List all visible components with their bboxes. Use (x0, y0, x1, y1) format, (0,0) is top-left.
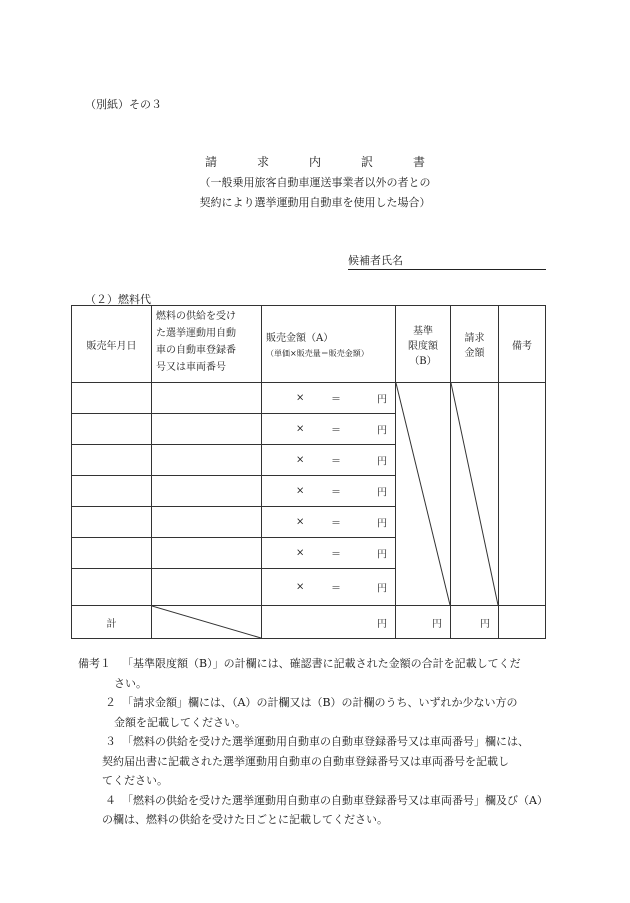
header-claim-line: 請求 (464, 333, 485, 344)
total-claim-amount-cell[interactable] (451, 606, 499, 639)
claim-amount-merged-cell (451, 383, 499, 606)
yen-unit: 円 (377, 487, 387, 499)
header-limit-line: （B） (409, 355, 437, 367)
total-vehicle-cell-struck (152, 606, 262, 639)
sale-date-cell[interactable] (72, 538, 152, 569)
vehicle-number-cell[interactable] (152, 414, 262, 445)
subtitle-line-1: （一般乗用旅客自動車運送事業者以外の者との (199, 176, 431, 189)
equals-sign: ＝ (331, 518, 341, 530)
header-sale-date: 販売年月日 (72, 306, 152, 383)
equals-sign: ＝ (331, 549, 341, 561)
sale-amount-cell[interactable] (262, 507, 396, 538)
note-text: 「請求金額」欄には、（A）の計欄又は（B）の計欄のうち、いずれか少ない方の (122, 696, 518, 709)
multiply-sign: × (296, 581, 305, 593)
header-vehicle-number-line: 燃料の供給を受け (156, 311, 236, 322)
sale-date-cell[interactable] (72, 507, 152, 538)
yen-unit: 円 (377, 394, 387, 406)
document-title (0, 153, 630, 170)
remarks-merged-cell[interactable] (499, 383, 546, 606)
multiply-sign: × (296, 423, 305, 435)
header-remarks: 備考 (499, 306, 546, 383)
multiply-sign: × (296, 392, 305, 404)
attachment-label: （別紙）その３ (85, 98, 162, 111)
yen-unit: 円 (377, 518, 387, 530)
multiply-sign: × (296, 485, 305, 497)
header-claim-amount (451, 306, 499, 383)
total-remarks-cell[interactable] (499, 606, 546, 639)
table-row (72, 383, 546, 414)
note-text: の欄は、燃料の供給を受けた日ごとに記載してください。 (102, 813, 388, 826)
header-limit-line: 限度額 (408, 340, 438, 352)
header-limit-amount (396, 306, 451, 383)
equals-sign: ＝ (331, 425, 341, 437)
diagonal-strike (152, 606, 261, 638)
multiply-sign: × (296, 454, 305, 466)
title-char: 訳 (361, 155, 374, 169)
remarks-notes (78, 654, 568, 830)
note-text: てください。 (102, 774, 168, 787)
equals-sign: ＝ (331, 583, 341, 595)
note-item (78, 732, 568, 791)
note-number: ４ (105, 793, 116, 807)
total-row (72, 606, 546, 639)
sale-amount-cell[interactable] (262, 383, 396, 414)
note-text: 契約届出書に記載された選挙運動用自動車の自動車登録番号又は車両番号を記載し (102, 754, 509, 768)
header-limit-line: 基準 (413, 325, 433, 337)
sale-amount-cell[interactable] (262, 476, 396, 507)
equals-sign: ＝ (331, 456, 341, 468)
title-char: 書 (413, 155, 426, 169)
yen-unit: 円 (377, 456, 387, 468)
header-vehicle-number-line: 号又は車両番号 (156, 362, 226, 373)
yen-unit: 円 (432, 618, 442, 630)
table-header-row (72, 306, 546, 383)
total-limit-amount-cell[interactable] (396, 606, 451, 639)
candidate-name-field[interactable] (348, 252, 546, 270)
title-char: 内 (308, 155, 321, 169)
fuel-cost-table (71, 305, 546, 639)
note-text: 金額を記載してください。 (114, 715, 246, 729)
header-sale-amount-label: 販売金額（A） (266, 333, 334, 344)
yen-unit: 円 (377, 618, 387, 630)
yen-unit: 円 (377, 583, 387, 595)
note-number: 備考１ (78, 657, 111, 670)
limit-amount-merged-cell (396, 383, 451, 606)
yen-unit: 円 (377, 425, 387, 437)
sale-amount-cell[interactable] (262, 569, 396, 606)
sale-date-cell[interactable] (72, 476, 152, 507)
header-sale-amount (262, 306, 396, 383)
header-vehicle-number (152, 306, 262, 383)
note-number: ３ (105, 735, 116, 748)
note-text: 「燃料の供給を受けた選挙運動用自動車の自動車登録番号又は車両番号」欄及び（A） (122, 793, 548, 807)
title-char: 求 (256, 155, 269, 169)
vehicle-number-cell[interactable] (152, 538, 262, 569)
title-char: 請 (204, 155, 217, 169)
diagonal-strike (451, 383, 498, 605)
sale-date-cell[interactable] (72, 414, 152, 445)
note-text: さい。 (114, 676, 147, 690)
note-text: 「燃料の供給を受けた選挙運動用自動車の自動車登録番号又は車両番号」欄には、 (122, 735, 529, 748)
multiply-sign: × (296, 547, 305, 559)
diagonal-strike (396, 383, 450, 605)
note-item (78, 654, 568, 693)
sale-date-cell[interactable] (72, 569, 152, 606)
equals-sign: ＝ (331, 487, 341, 499)
candidate-name-label: 候補者氏名 (348, 254, 403, 267)
yen-unit: 円 (480, 618, 490, 630)
header-vehicle-number-line: た選挙運動用自動 (156, 328, 236, 339)
vehicle-number-cell[interactable] (152, 507, 262, 538)
vehicle-number-cell[interactable] (152, 383, 262, 414)
vehicle-number-cell[interactable] (152, 445, 262, 476)
note-item (78, 693, 568, 732)
sale-amount-cell[interactable] (262, 445, 396, 476)
subtitle-line-2: 契約により選挙運動用自動車を使用した場合） (199, 196, 431, 209)
total-label: 計 (72, 606, 152, 639)
header-claim-line: 金額 (464, 348, 485, 359)
header-vehicle-number-line: 車の自動車登録番 (156, 345, 236, 356)
header-sale-amount-note: （単価×販売量＝販売金額） (266, 349, 369, 358)
note-number: ２ (105, 696, 116, 709)
total-sale-amount-cell[interactable] (262, 606, 396, 639)
vehicle-number-cell[interactable] (152, 569, 262, 606)
yen-unit: 円 (377, 549, 387, 561)
note-item (78, 791, 568, 830)
section-title: （２）燃料代 (85, 293, 151, 306)
multiply-sign: × (296, 516, 305, 528)
sale-amount-cell[interactable] (262, 414, 396, 445)
vehicle-number-cell[interactable] (152, 476, 262, 507)
sale-amount-cell[interactable] (262, 538, 396, 569)
note-text: 「基準限度額（B）」の計欄には、確認書に記載された金額の合計を記載してくだ (122, 657, 521, 670)
equals-sign: ＝ (331, 394, 341, 406)
sale-date-cell[interactable] (72, 445, 152, 476)
sale-date-cell[interactable] (72, 383, 152, 414)
